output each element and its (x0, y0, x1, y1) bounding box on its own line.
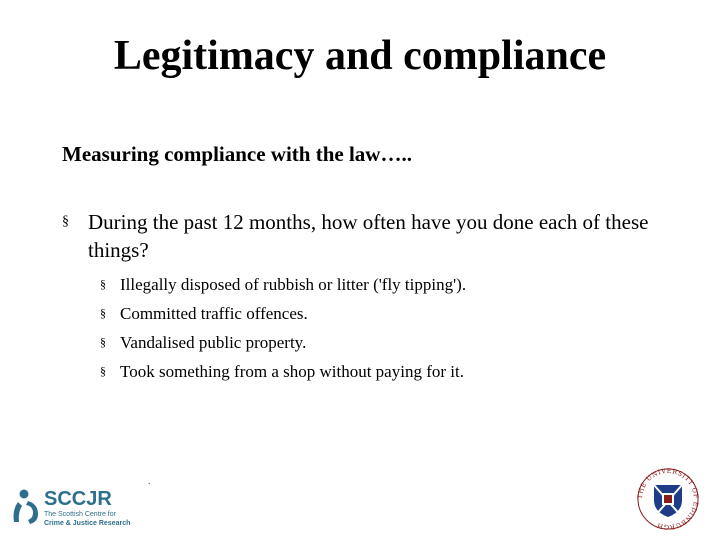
bullet-marker: § (100, 306, 106, 320)
item-list (100, 270, 660, 386)
sccjr-line2: Crime & Justice Research (44, 520, 131, 527)
list-item-text: Took something from a shop without paying for it. (120, 362, 464, 381)
university-name: THE UNIVERSITY OF EDINBURGH (635, 466, 701, 532)
university-crest-icon (654, 485, 682, 517)
question-text: During the past 12 months, how often have you done each of these things? (88, 210, 649, 262)
bullet-marker: § (100, 335, 106, 349)
university-logo (630, 466, 706, 532)
list-item-text: Committed traffic offences. (120, 304, 308, 323)
slide-title: Legitimacy and compliance (113, 33, 607, 79)
bullet-marker: § (62, 214, 69, 229)
list-item-text: Vandalised public property. (120, 333, 307, 352)
list-item (100, 328, 660, 357)
sccjr-line1: The Scottish Centre for (44, 511, 116, 518)
sccjr-logo (8, 484, 142, 530)
bullet-marker: § (100, 364, 106, 378)
slide-subtitle: Measuring compliance with the law….. (62, 142, 412, 166)
list-item (100, 270, 660, 299)
sccjr-abbr: SCCJR (44, 488, 112, 510)
bullet-marker: § (100, 277, 106, 291)
figure-icon (14, 490, 39, 525)
list-item-text: Illegally disposed of rubbish or litter ('fly tipping'). (120, 275, 467, 294)
question-bullet (62, 208, 682, 264)
list-item (100, 357, 660, 386)
list-item (100, 299, 660, 328)
stray-mark: . (148, 476, 151, 487)
